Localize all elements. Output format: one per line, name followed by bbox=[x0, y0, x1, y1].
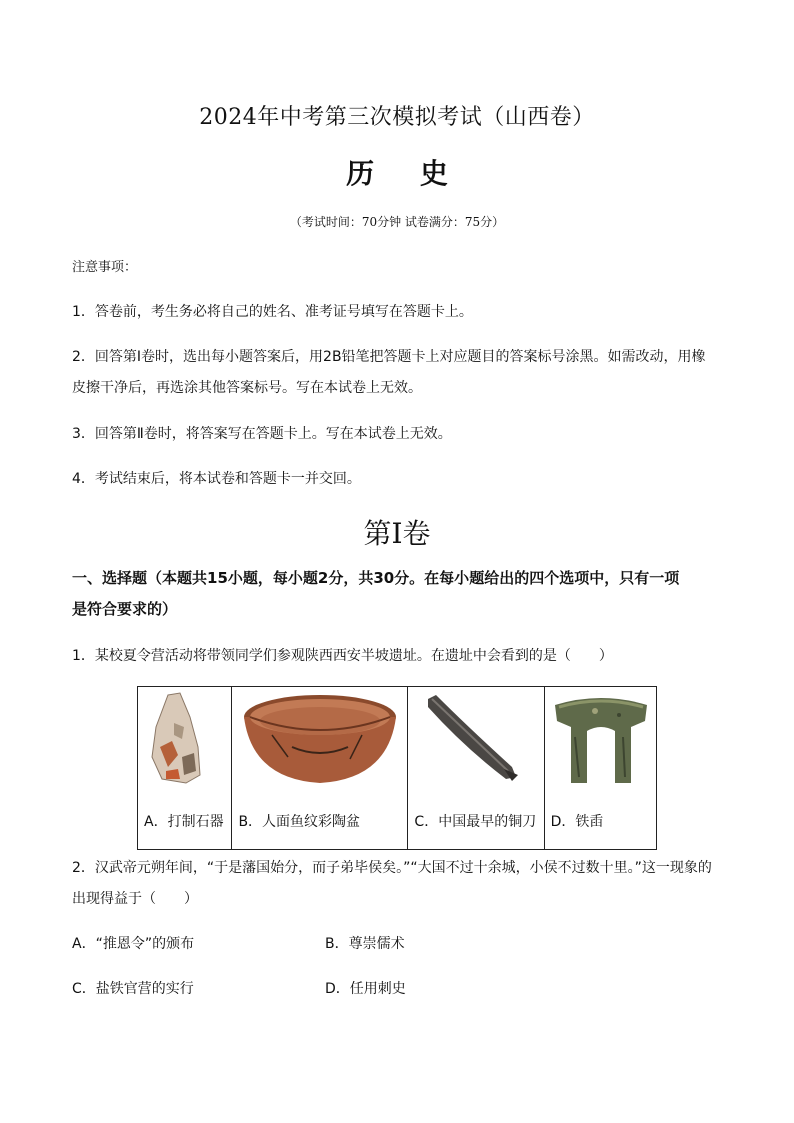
section-heading bbox=[72, 563, 724, 625]
section-heading-line-2: 是符合要求的） bbox=[72, 600, 178, 618]
option-c-cell[interactable] bbox=[408, 687, 544, 850]
option-c-label: C．中国最早的铜刀 bbox=[414, 814, 537, 830]
question-1-options-table bbox=[137, 686, 657, 850]
notice-heading: 注意事项： bbox=[72, 260, 138, 275]
exam-info: （考试时间：70分钟 试卷满分：75分） bbox=[289, 215, 505, 229]
subject-title: 历 史 bbox=[346, 157, 466, 190]
question-1-stem: 1．某校夏令营活动将带领同学们参观陕西西安半坡遗址。在遗址中会看到的是（ ） bbox=[72, 648, 613, 664]
question-2-option-b[interactable]: B．尊崇儒术 bbox=[325, 936, 405, 952]
option-b-cell[interactable] bbox=[232, 687, 408, 850]
notice-item-4: 4．考试结束后，将本试卷和答题卡一并交回。 bbox=[72, 471, 361, 487]
notice-item-2-cont: 皮擦干净后，再选涂其他答案标号。写在本试卷上无效。 bbox=[72, 380, 422, 396]
iron-spade-image bbox=[545, 687, 657, 797]
question-2-option-c[interactable]: C．盐铁官营的实行 bbox=[72, 981, 194, 997]
option-d-cell[interactable] bbox=[544, 687, 656, 850]
bronze-knife-image bbox=[408, 687, 544, 797]
volume-title: 第Ⅰ卷 bbox=[363, 517, 431, 550]
option-a-cell[interactable] bbox=[138, 687, 232, 850]
option-a-label: A．打制石器 bbox=[144, 814, 224, 830]
question-2-option-a[interactable]: A．“推恩令”的颁布 bbox=[72, 936, 195, 952]
option-b-label: B．人面鱼纹彩陶盆 bbox=[238, 814, 361, 830]
question-2-stem-line-1: 2．汉武帝元朔年间，“于是藩国始分，而子弟毕侯矣。”“大国不过十余城，小侯不过数十里。”这一现象的 bbox=[72, 860, 712, 876]
notice-item-2: 2．回答第Ⅰ卷时，选出每小题答案后，用2B铅笔把答题卡上对应题目的答案标号涂黑。如需改动，用橡 bbox=[72, 349, 706, 365]
notice-item-1: 1．答卷前，考生务必将自己的姓名、准考证号填写在答题卡上。 bbox=[72, 304, 473, 320]
question-2-stem-line-2: 出现得益于（ ） bbox=[72, 891, 198, 907]
painted-pottery-basin-image bbox=[232, 687, 408, 797]
section-heading-line-1: 一、选择题（本题共15小题，每小题2分，共30分。在每小题给出的四个选项中，只有一项 bbox=[72, 569, 680, 587]
notice-item-3: 3．回答第Ⅱ卷时，将答案写在答题卡上。写在本试卷上无效。 bbox=[72, 426, 452, 442]
option-d-label: D．铁臿 bbox=[550, 814, 604, 830]
stone-tool-image bbox=[138, 687, 232, 797]
question-2-option-d[interactable]: D．任用刺史 bbox=[325, 981, 406, 997]
exam-title: 2024年中考第三次模拟考试（山西卷） bbox=[199, 105, 595, 130]
